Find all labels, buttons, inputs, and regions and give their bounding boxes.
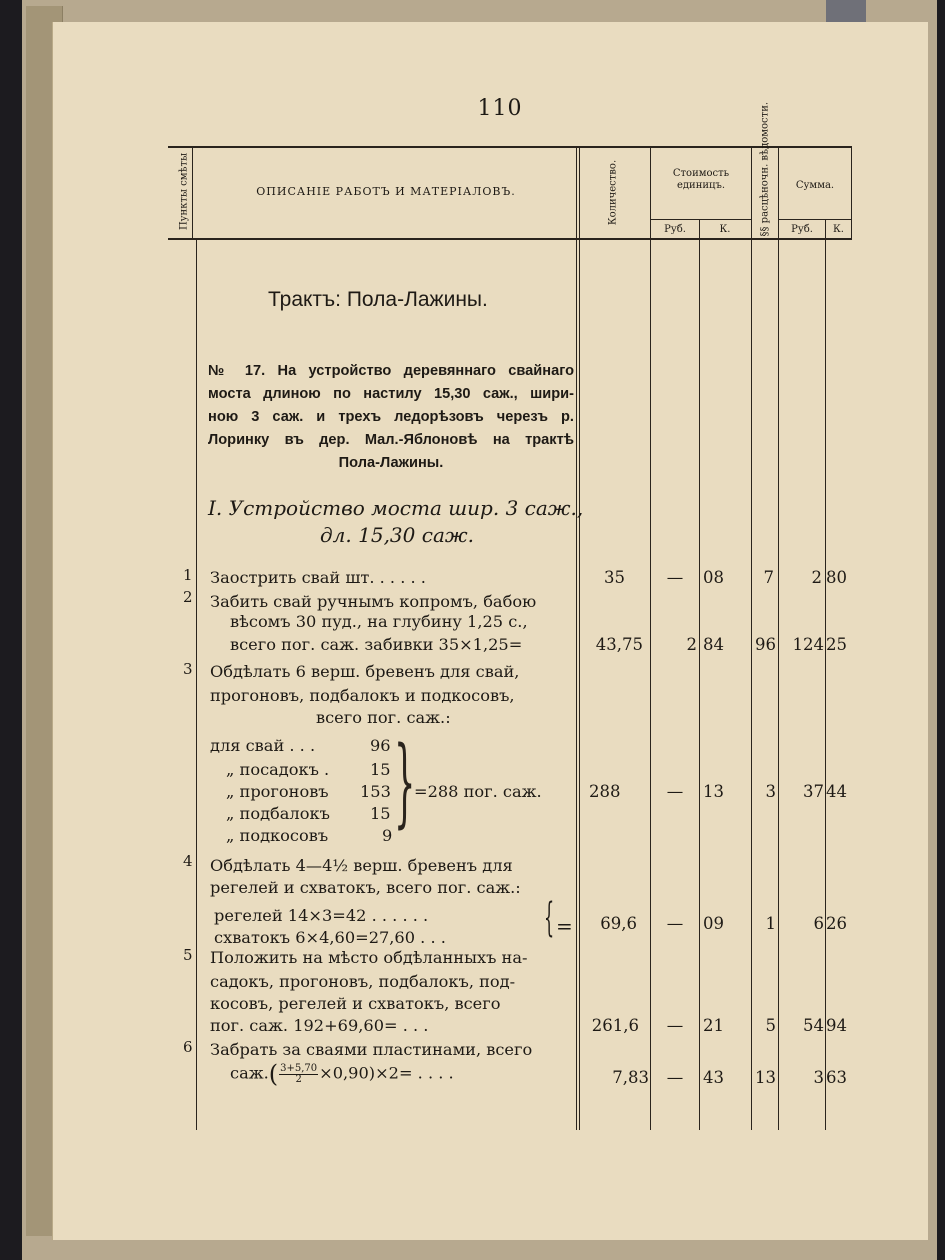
header-items: Пункты смѣты [178, 152, 190, 231]
row-unit-rub: — [666, 568, 684, 587]
header-sum: Сумма. [795, 180, 835, 191]
row-number: 5 [183, 946, 193, 964]
header-sum-kop: К. [833, 224, 844, 235]
section-17-line: № 17. На устройство деревяннаго свайнаго [208, 363, 574, 379]
row-sum-kop: 44 [826, 782, 847, 801]
col-rule-desc [576, 146, 577, 1130]
row-ref: 96 [755, 635, 776, 654]
sum-sub-rule [778, 219, 851, 220]
row-number: 6 [183, 1038, 193, 1056]
tract-title: Трактъ: Пола-Лажины. [268, 288, 488, 311]
header-unit-kop: К. [719, 224, 731, 235]
row-sum-rub: 6 [813, 914, 824, 933]
section-17-last-line: Пола-Лажины. [338, 455, 444, 471]
col-rule-items-body [196, 240, 197, 1130]
row-text: Положить на мѣсто обдѣланныхъ на- [210, 948, 528, 967]
breakdown-value: 15 [370, 804, 391, 823]
breakdown-label: „ прогоновъ [226, 782, 329, 801]
breakdown-value: 153 [360, 782, 391, 801]
breakdown-result: =288 пог. саж. [414, 782, 542, 801]
breakdown-label: „ подбалокъ [226, 804, 330, 823]
unit-cost-sub-rule [650, 219, 751, 220]
row-unit-kop: 08 [703, 568, 724, 587]
row-qty: 7,83 [612, 1068, 649, 1087]
section-17-line: моста длиною по настилу 15,30 саж., шири- [208, 386, 574, 402]
col-rule-qty [650, 146, 651, 1130]
row-unit-kop: 13 [703, 782, 724, 801]
breakdown-value: 15 [370, 760, 391, 779]
row-number: 4 [183, 852, 193, 870]
row-sum-kop: 80 [826, 568, 847, 587]
row-text: прогоновъ, подбалокъ и подкосовъ, [210, 686, 515, 705]
row-formula [230, 1060, 454, 1088]
row-text: Обдѣлать 4—4½ верш. бревенъ для [210, 856, 513, 875]
header-unit-rub: Руб. [664, 224, 686, 235]
row-text: вѣсомъ 30 пуд., на глубину 1,25 с., [230, 612, 528, 631]
col-rule-desc-2 [579, 146, 580, 1130]
breakdown-value: 96 [370, 736, 391, 755]
row-qty: 35 [604, 568, 625, 587]
row-ref: 1 [765, 914, 776, 933]
row-unit-rub: — [666, 1068, 684, 1087]
row-sum-rub: 124 [792, 635, 824, 654]
section-17-heading [208, 360, 574, 475]
header-unit-cost: Стоимость единицъ. [672, 168, 730, 191]
header-sum-rub: Руб. [791, 224, 813, 235]
col-rule-unit-kop [699, 219, 700, 1130]
row-ref: 7 [763, 568, 774, 587]
row-text: всего пог. саж. забивки 35×1,25= [230, 635, 523, 654]
formula-frac-denominator: 2 [295, 1073, 302, 1085]
breakdown-label: „ подкосовъ [226, 826, 329, 845]
formula-open-paren: ( [268, 1060, 279, 1088]
col-rule-right [851, 146, 852, 240]
row-text: регелей и схватокъ, всего пог. саж.: [210, 878, 521, 897]
col-rule-items [192, 146, 193, 240]
row-sum-rub: 37 [803, 782, 824, 801]
row-text: садокъ, прогоновъ, подбалокъ, под- [210, 972, 516, 991]
row-qty: 288 [589, 782, 621, 801]
row-qty: 261,6 [591, 1016, 639, 1035]
breakdown-value: 9 [382, 826, 393, 845]
col-rule-sum-kop [825, 219, 826, 1130]
table-top-rule [168, 146, 852, 148]
row-ref: 3 [765, 782, 776, 801]
breakdown-line: схватокъ 6×4,60=27,60 . . . [214, 928, 446, 947]
section-17-line: ною 3 саж. и трехъ ледорѣзовъ черезъ р. [208, 409, 574, 425]
subsection-title-line2: дл. 15,30 саж. [320, 523, 474, 547]
row-unit-kop: 09 [703, 914, 724, 933]
row-unit-kop: 84 [703, 635, 724, 654]
row-sum-kop: 94 [826, 1016, 847, 1035]
subsection-title-line1: I. Устройство моста шир. 3 саж., [208, 496, 584, 520]
breakdown-equals: = [556, 914, 573, 938]
formula-suffix: ×0,90)×2= . . . . [319, 1063, 454, 1083]
row-unit-rub: 2 [686, 635, 697, 654]
row-sum-rub: 3 [813, 1068, 824, 1087]
formula-prefix: саж. [230, 1063, 269, 1083]
row-number: 3 [183, 660, 193, 678]
row-unit-rub: — [666, 782, 684, 801]
row-text: Обдѣлать 6 верш. бревенъ для свай, [210, 662, 520, 681]
row-unit-rub: — [666, 914, 684, 933]
row-ref: 5 [765, 1016, 776, 1035]
row-text: пог. саж. 192+69,60= . . . [210, 1016, 429, 1035]
row-ref: 13 [755, 1068, 776, 1087]
page-number: 110 [477, 96, 523, 121]
row-sum-rub: 54 [803, 1016, 824, 1035]
row-text: Заострить свай шт. . . . . . [210, 568, 426, 587]
row-unit-kop: 43 [703, 1068, 724, 1087]
header-quantity: Количество. [607, 159, 619, 226]
breakdown-label: „ посадокъ . [226, 760, 330, 779]
row-sum-kop: 26 [826, 914, 847, 933]
header-ref: §§ расцѣночн. вѣдомости. [759, 101, 771, 237]
curly-brace: } [394, 726, 416, 838]
row-qty: 43,75 [595, 635, 643, 654]
row-text: Забрать за сваями пластинами, всего [210, 1040, 533, 1059]
header-description: ОПИСАНІЕ РАБОТЪ И МАТЕРІАЛОВЪ. [256, 185, 516, 198]
header-bottom-rule [168, 238, 852, 240]
row-text: косовъ, регелей и схватокъ, всего [210, 994, 501, 1013]
col-rule-ref [778, 146, 779, 1130]
row-text: Забить свай ручнымъ копромъ, бабою [210, 592, 537, 611]
curly-brace-small: { [544, 895, 555, 941]
row-sum-kop: 63 [826, 1068, 847, 1087]
row-number: 1 [183, 566, 193, 584]
formula-fraction [279, 1064, 318, 1085]
row-unit-rub: — [666, 1016, 684, 1035]
breakdown-line: регелей 14×3=42 . . . . . . [214, 906, 429, 925]
row-text: всего пог. саж.: [316, 708, 451, 727]
formula-frac-numerator: 3+5,70 [280, 1062, 318, 1074]
row-number: 2 [183, 588, 193, 606]
breakdown-label: для свай . . . [210, 736, 316, 755]
row-sum-rub: 2 [811, 568, 822, 587]
row-unit-kop: 21 [703, 1016, 724, 1035]
section-17-line: Лоринку въ дер. Мал.-Яблоновѣ на трактѣ [208, 432, 574, 448]
row-sum-kop: 25 [826, 635, 847, 654]
row-qty: 69,6 [600, 914, 637, 933]
